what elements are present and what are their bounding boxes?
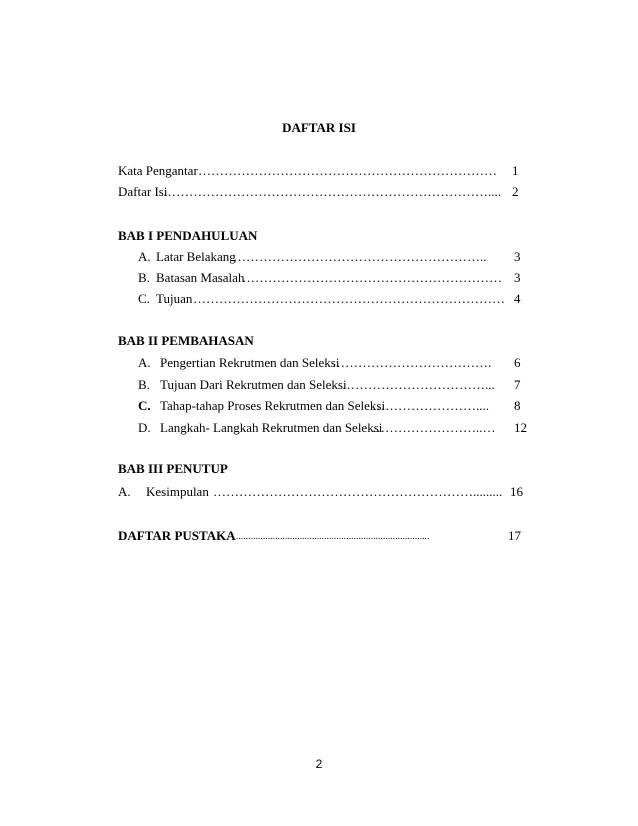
toc-entry-batasan-masalah	[138, 269, 528, 287]
section-heading-bab-2: BAB II PEMBAHASAN	[118, 333, 254, 348]
leader-dots: ……………………………….	[332, 355, 492, 370]
leader-dots: …………………………………………………………………....	[163, 184, 501, 199]
entry-label: Kesimpulan	[146, 484, 209, 499]
page-number: 8	[514, 398, 521, 413]
leader-dots: ……………………..…	[372, 420, 496, 435]
page-number: 7	[514, 377, 521, 392]
leader-dots: ……………………………………………………	[242, 270, 502, 285]
page-number: 6	[514, 355, 521, 370]
entry-label: Tujuan Dari Rekrutmen dan Seleksi	[160, 377, 347, 392]
entry-marker: A.	[138, 249, 151, 264]
toc-entry-kata-pengantar	[118, 162, 528, 180]
section-heading-bab-1: BAB I PENDAHULUAN	[118, 228, 258, 243]
page-number: 2	[512, 184, 519, 199]
toc-title: DAFTAR ISI	[282, 120, 356, 135]
leader-dots: ……………………………………………………………	[198, 163, 497, 178]
page-number: 1	[512, 163, 519, 178]
toc-entry-latar-belakang	[138, 248, 528, 266]
page-number: 3	[514, 249, 521, 264]
toc-entry-daftar-pustaka	[118, 527, 528, 545]
entry-label: DAFTAR PUSTAKA	[118, 528, 236, 543]
entry-marker: C.	[138, 398, 151, 413]
toc-entry-daftar-isi	[118, 183, 528, 201]
leader-dots: ...............................................................................	[236, 531, 430, 541]
entry-label: Batasan Masalah	[156, 270, 245, 285]
toc-entry-tahap-tahap	[138, 397, 528, 415]
entry-label: Latar Belakang	[156, 249, 236, 264]
entry-label: Tujuan	[156, 291, 193, 306]
page-number: 4	[514, 291, 521, 306]
entry-marker: A.	[118, 484, 131, 499]
entry-marker: C.	[138, 291, 150, 306]
leader-dots: ……………………………...	[342, 377, 495, 392]
section-heading-bab-3: BAB III PENUTUP	[118, 461, 228, 476]
page-footer-number: 2	[315, 757, 323, 771]
leader-dots: …………………………………………………..	[233, 249, 487, 264]
toc-entry-tujuan	[138, 290, 528, 308]
page-number: 3	[514, 270, 521, 285]
entry-marker: D.	[138, 420, 151, 435]
entry-label: Kata Pengantar	[118, 163, 198, 178]
leader-dots: ………………………………………………………………	[193, 291, 505, 306]
toc-entry-pengertian	[138, 354, 528, 372]
entry-label: Daftar Isi	[118, 184, 168, 199]
toc-entry-kesimpulan	[118, 483, 528, 501]
entry-label: Tahap-tahap Proses Rekrutmen dan Seleksi	[160, 398, 386, 413]
page-number: 12	[514, 420, 527, 435]
page-number: 17	[508, 528, 521, 543]
entry-marker: B.	[138, 377, 150, 392]
entry-marker: B.	[138, 270, 150, 285]
toc-entry-tujuan-dari	[138, 376, 528, 394]
toc-entry-langkah	[138, 419, 528, 437]
entry-label: Pengertian Rekrutmen dan Seleksi	[160, 355, 340, 370]
entry-label: Langkah- Langkah Rekrutmen dan Seleksi	[160, 420, 383, 435]
leader-dots: ……………………....	[372, 398, 489, 413]
page-number: 16	[510, 484, 523, 499]
entry-marker: A.	[138, 355, 151, 370]
leader-dots: …………………………………………………….........	[213, 484, 503, 499]
